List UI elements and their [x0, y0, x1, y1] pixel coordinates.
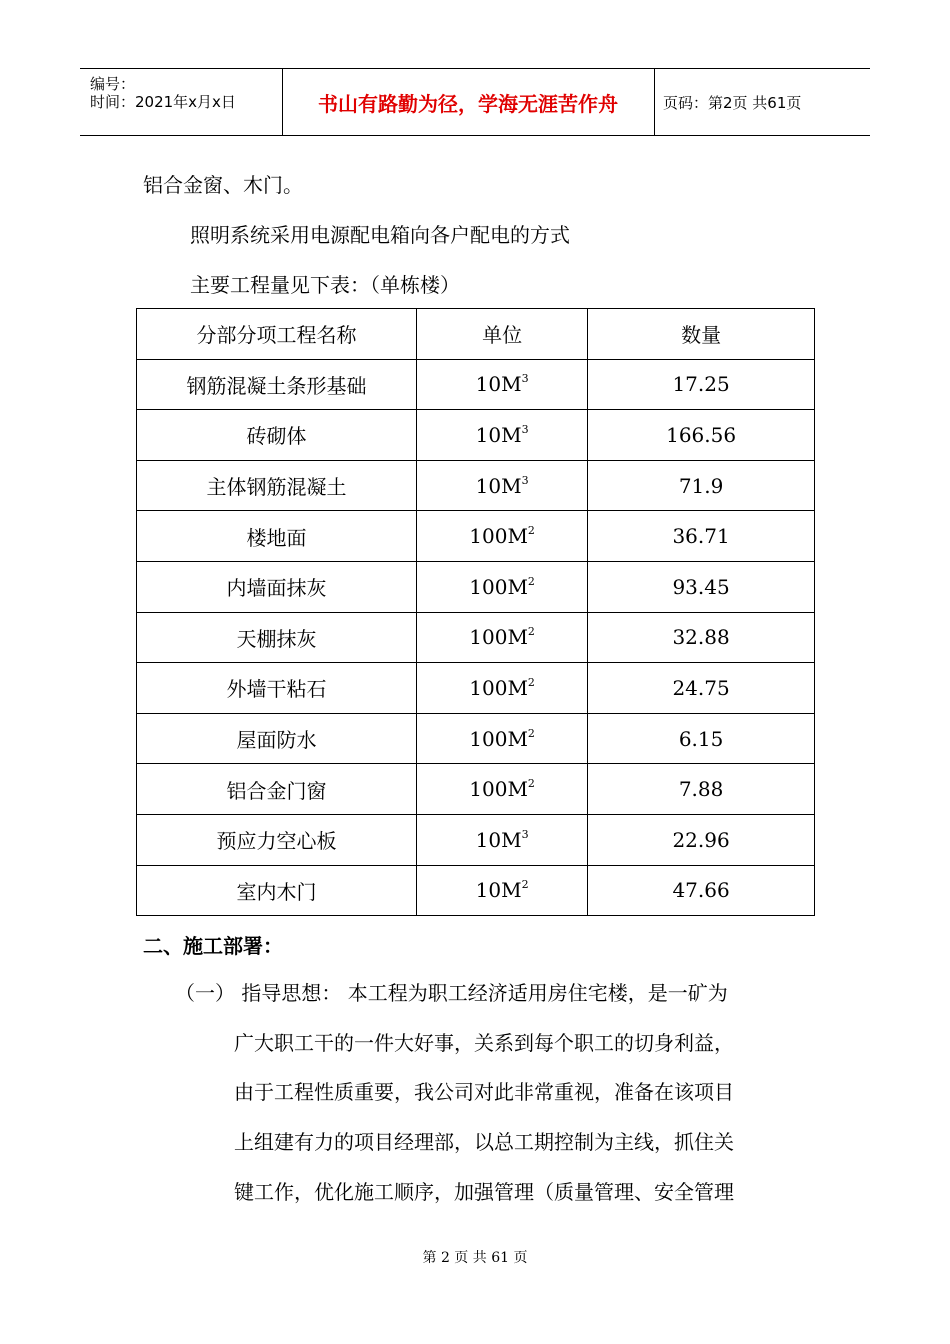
header-name: 分部分项工程名称: [137, 309, 417, 360]
cell-quantity: 24.75: [588, 663, 815, 714]
cell-unit: [417, 764, 588, 815]
document-time-label: 时间：2021年x月x日: [90, 93, 236, 111]
table-row: [137, 561, 815, 612]
cell-quantity: 166.56: [588, 410, 815, 461]
cell-quantity: 22.96: [588, 814, 815, 865]
cell-unit: [417, 460, 588, 511]
unit-exponent: 3: [521, 473, 529, 487]
cell-unit: [417, 814, 588, 865]
cell-quantity: 7.88: [588, 764, 815, 815]
quantity-table: [136, 308, 815, 916]
cell-item-name: 内墙面抹灰: [137, 561, 417, 612]
section-heading: 二、施工部署：: [143, 934, 283, 958]
section-line-5: 键工作，优化施工顺序，加强管理（质量管理、安全管理: [234, 1180, 734, 1204]
cell-item-name: 预应力空心板: [137, 814, 417, 865]
section-line-4: 上组建有力的项目经理部，以总工期控制为主线，抓住关: [234, 1130, 734, 1154]
unit-exponent: 2: [527, 524, 535, 538]
cell-unit: [417, 561, 588, 612]
page-footer: 第 2 页 共 61 页: [422, 1250, 528, 1266]
unit-base: 100M: [469, 625, 528, 650]
header-page-info: 页码：第2页 共61页: [663, 93, 802, 112]
cell-item-name: 室内木门: [137, 865, 417, 916]
cell-unit: [417, 612, 588, 663]
table-row: [137, 764, 815, 815]
header-meta: [80, 69, 283, 135]
unit-exponent: 2: [527, 625, 535, 639]
unit-exponent: 2: [527, 675, 535, 689]
section-line-3: 由于工程性质重要，我公司对此非常重视，准备在该项目: [234, 1080, 734, 1104]
unit-exponent: 2: [527, 777, 535, 791]
unit-exponent: 2: [521, 878, 529, 892]
cell-item-name: 钢筋混凝土条形基础: [137, 359, 417, 410]
cell-unit: [417, 865, 588, 916]
cell-quantity: 47.66: [588, 865, 815, 916]
cell-quantity: 17.25: [588, 359, 815, 410]
cell-item-name: 屋面防水: [137, 713, 417, 764]
header-motto: 书山有路勤为径，学海无涯苦作舟: [282, 69, 655, 135]
cell-quantity: 6.15: [588, 713, 815, 764]
body-line-1: 铝合金窗、木门。: [143, 173, 303, 197]
cell-item-name: 楼地面: [137, 511, 417, 562]
table-row: [137, 663, 815, 714]
unit-exponent: 3: [521, 827, 529, 841]
table-row: [137, 713, 815, 764]
table-row: [137, 865, 815, 916]
header-quantity: 数量: [588, 309, 815, 360]
cell-quantity: 36.71: [588, 511, 815, 562]
unit-exponent: 2: [527, 726, 535, 740]
table-row: [137, 612, 815, 663]
cell-unit: [417, 713, 588, 764]
table-header-row: [137, 309, 815, 360]
cell-unit: [417, 511, 588, 562]
cell-unit: [417, 663, 588, 714]
cell-item-name: 铝合金门窗: [137, 764, 417, 815]
unit-base: 10M: [475, 827, 522, 852]
unit-base: 10M: [475, 878, 522, 903]
unit-base: 100M: [469, 574, 528, 599]
cell-unit: [417, 359, 588, 410]
table-row: [137, 460, 815, 511]
table-row: [137, 511, 815, 562]
body-line-2: 照明系统采用电源配电箱向各户配电的方式: [190, 223, 570, 247]
cell-unit: [417, 410, 588, 461]
body-line-3: 主要工程量见下表：（单栋楼）: [190, 273, 460, 297]
section-line-1: （一） 指导思想： 本工程为职工经济适用房住宅楼，是一矿为: [175, 981, 728, 1005]
cell-quantity: 32.88: [588, 612, 815, 663]
cell-item-name: 主体钢筋混凝土: [137, 460, 417, 511]
table-row: [137, 814, 815, 865]
table-row: [137, 359, 815, 410]
unit-exponent: 2: [527, 574, 535, 588]
document-number-label: 编号：: [90, 75, 136, 93]
unit-base: 100M: [469, 524, 528, 549]
table-row: [137, 410, 815, 461]
unit-base: 100M: [469, 675, 528, 700]
unit-base: 10M: [475, 473, 522, 498]
unit-base: 100M: [469, 726, 528, 751]
page-header: [80, 68, 870, 136]
cell-item-name: 天棚抹灰: [137, 612, 417, 663]
unit-exponent: 3: [521, 372, 529, 386]
unit-base: 10M: [475, 372, 522, 397]
cell-quantity: 71.9: [588, 460, 815, 511]
cell-item-name: 外墙干粘石: [137, 663, 417, 714]
unit-base: 10M: [475, 422, 522, 447]
section-line-2: 广大职工干的一件大好事，关系到每个职工的切身利益，: [234, 1031, 734, 1055]
unit-exponent: 3: [521, 422, 529, 436]
cell-item-name: 砖砌体: [137, 410, 417, 461]
unit-base: 100M: [469, 777, 528, 802]
cell-quantity: 93.45: [588, 561, 815, 612]
header-unit: 单位: [417, 309, 588, 360]
